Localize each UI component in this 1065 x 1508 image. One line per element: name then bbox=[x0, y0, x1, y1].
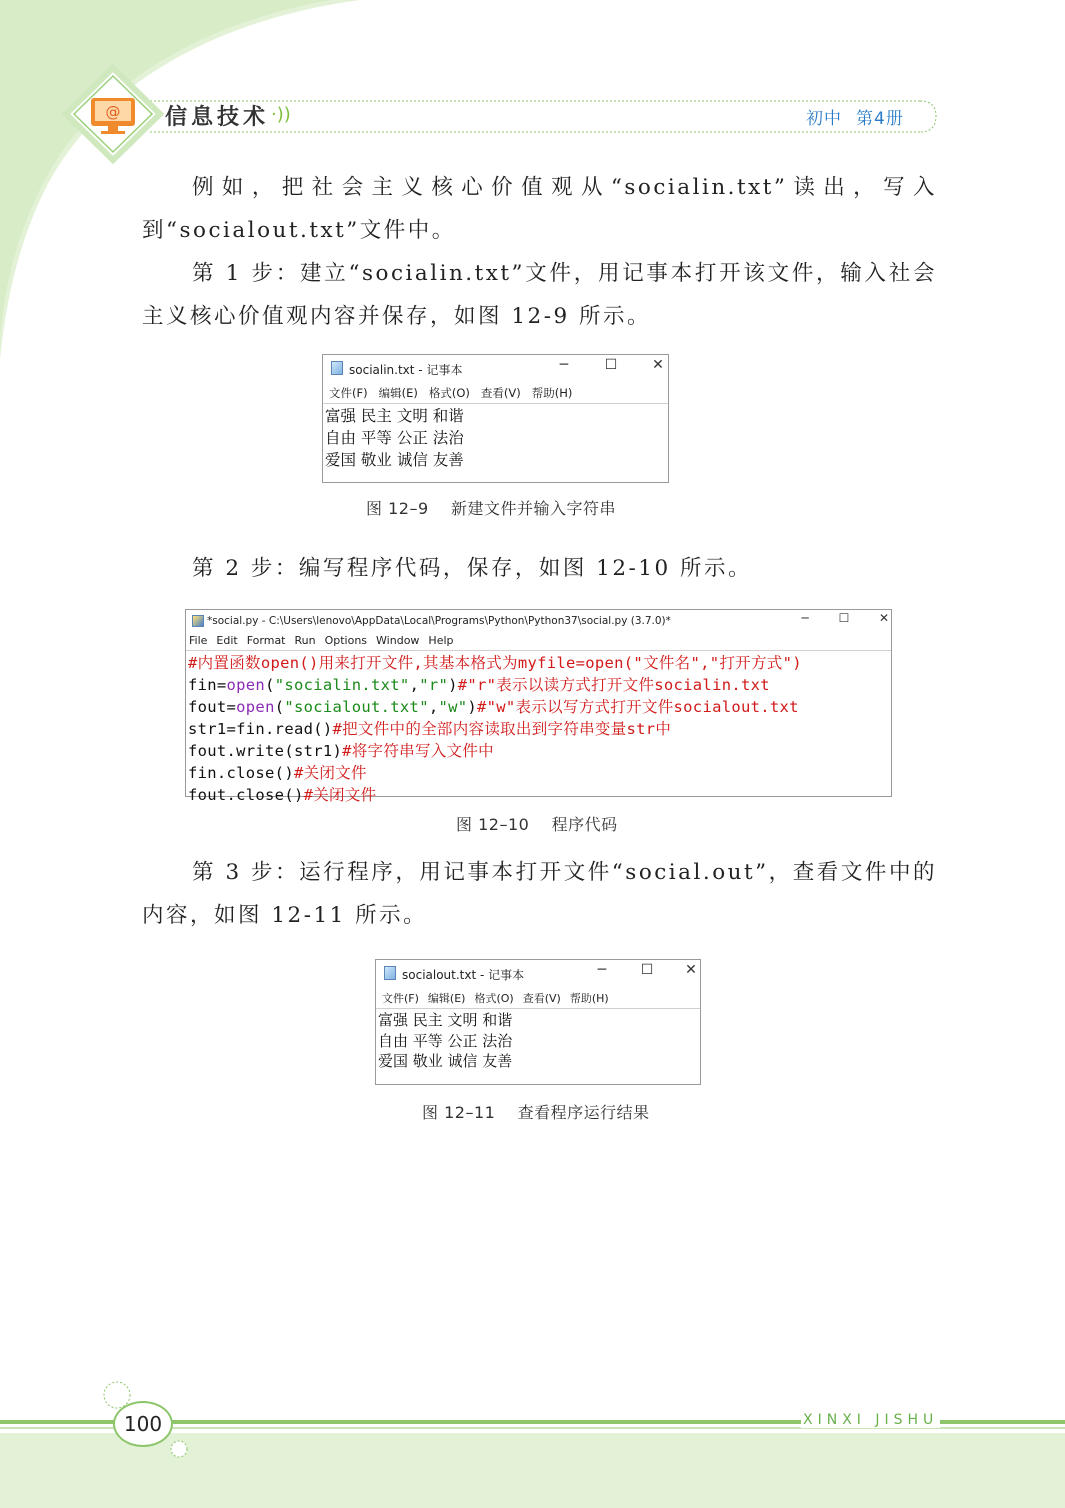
svg-text:@: @ bbox=[105, 103, 121, 121]
step2-paragraph: 第 2 步：编写程序代码，保存，如图 12-10 所示。 bbox=[192, 556, 752, 581]
intro-paragraph: 例如，把社会主义核心价值观从“socialin.txt”读出，写入到“socialout.txt”文件中。 bbox=[142, 175, 937, 243]
menu-window[interactable]: Window bbox=[376, 634, 420, 647]
close-icon[interactable]: ✕ bbox=[685, 962, 697, 978]
code-text: fout= bbox=[188, 698, 237, 716]
minimize-icon[interactable]: ─ bbox=[597, 962, 607, 978]
code-string: "w" bbox=[438, 698, 468, 716]
code-text: fout.write(str1) bbox=[188, 742, 343, 760]
minimize-icon[interactable]: ─ bbox=[801, 611, 809, 625]
menu-help[interactable]: 帮助(H) bbox=[531, 386, 573, 400]
code-text: str1=fin.read() bbox=[188, 720, 333, 738]
code-text: fin= bbox=[188, 676, 227, 694]
step3-section bbox=[142, 851, 937, 937]
menu-file[interactable]: File bbox=[189, 634, 208, 647]
menu-file[interactable]: 文件(F) bbox=[329, 386, 368, 400]
code-string: "socialout.txt" bbox=[284, 698, 429, 716]
code-comment: #内置函数open()用来打开文件,其基本格式为myfile=open("文件名","打开方式") bbox=[188, 654, 802, 672]
code-text: ( bbox=[274, 698, 285, 716]
code-comment: #"w"表示以写方式打开文件socialout.txt bbox=[477, 698, 799, 716]
code-text: ) bbox=[467, 698, 478, 716]
code-text: , bbox=[428, 698, 439, 716]
code-text: ) bbox=[448, 676, 458, 694]
menu-format[interactable]: Format bbox=[246, 634, 286, 647]
code-text: , bbox=[409, 676, 420, 694]
notepad-icon bbox=[331, 361, 343, 375]
code-comment: #"r"表示以读方式打开文件socialin.txt bbox=[457, 676, 770, 694]
text-line: 富强 民主 文明 和谐 bbox=[378, 1011, 513, 1029]
footer-book-name: XINXI JISHU bbox=[803, 1412, 939, 1428]
notepad-window-socialout bbox=[375, 959, 701, 1085]
code-editor[interactable] bbox=[186, 650, 891, 807]
text-content[interactable] bbox=[376, 1008, 700, 1073]
grade-label: 初中 bbox=[806, 109, 842, 129]
code-line-1 bbox=[188, 652, 889, 674]
figure-caption: 图 12–9 新建文件并输入字符串 bbox=[366, 499, 616, 518]
intro-section bbox=[142, 166, 937, 338]
code-comment: #关闭文件 bbox=[293, 764, 367, 782]
maximize-icon[interactable]: ☐ bbox=[604, 357, 618, 373]
menu-edit[interactable]: Edit bbox=[216, 634, 238, 647]
menu-bar bbox=[186, 632, 891, 650]
window-title: socialout.txt - 记事本 bbox=[402, 968, 525, 982]
menu-edit[interactable]: 编辑(E) bbox=[427, 992, 466, 1005]
menu-edit[interactable]: 编辑(E) bbox=[378, 386, 418, 400]
window-title: *social.py - C:\Users\lenovo\AppData\Local\Programs\Python\Python37\social.py (3.7.0)* bbox=[207, 615, 671, 627]
idle-editor-window bbox=[185, 609, 892, 804]
window-titlebar bbox=[323, 355, 668, 381]
window-title: socialin.txt - 记事本 bbox=[349, 363, 463, 377]
menu-run[interactable]: Run bbox=[294, 634, 316, 647]
menu-format[interactable]: 格式(O) bbox=[474, 992, 514, 1005]
text-line: 爱国 敬业 诚信 友善 bbox=[325, 451, 464, 469]
code-comment: #关闭文件 bbox=[303, 786, 377, 804]
book-volume bbox=[806, 104, 904, 129]
menu-bar bbox=[323, 381, 668, 403]
figure-caption: 图 12–10 程序代码 bbox=[456, 815, 618, 834]
code-line-5 bbox=[188, 740, 889, 762]
menu-format[interactable]: 格式(O) bbox=[428, 386, 470, 400]
code-builtin: open bbox=[236, 698, 275, 716]
step1-paragraph: 第 1 步：建立“socialin.txt”文件，用记事本打开该文件，输入社会主义核心价值观内容并保存，如图 12-9 所示。 bbox=[142, 261, 937, 329]
window-titlebar bbox=[186, 610, 891, 632]
menu-view[interactable]: 查看(V) bbox=[480, 386, 521, 400]
code-comment: #将字符串写入文件中 bbox=[342, 742, 494, 760]
menu-file[interactable]: 文件(F) bbox=[382, 992, 419, 1005]
code-text: fin.close() bbox=[188, 764, 294, 782]
text-line: 自由 平等 公正 法治 bbox=[378, 1031, 513, 1050]
text-line: 富强 民主 文明 和谐 bbox=[325, 407, 464, 425]
code-string: "r" bbox=[419, 676, 449, 694]
menu-bar bbox=[376, 986, 700, 1008]
code-text: ( bbox=[265, 676, 275, 694]
code-line-3 bbox=[188, 696, 889, 718]
maximize-icon[interactable]: ☐ bbox=[838, 611, 850, 625]
text-content[interactable] bbox=[323, 403, 668, 472]
code-builtin: open bbox=[226, 676, 266, 694]
menu-options[interactable]: Options bbox=[324, 634, 368, 647]
code-line-6 bbox=[188, 762, 889, 784]
step2-section bbox=[142, 547, 937, 590]
figure-caption: 图 12–11 查看程序运行结果 bbox=[422, 1103, 650, 1122]
code-line-2 bbox=[188, 674, 889, 696]
code-text: fout.close() bbox=[188, 786, 304, 804]
code-string: "socialin.txt" bbox=[274, 676, 410, 694]
book-title: 信息技术 bbox=[165, 105, 270, 130]
notepad-window-socialin bbox=[322, 354, 669, 483]
page-number: 100 bbox=[113, 1401, 173, 1447]
python-icon bbox=[192, 615, 204, 627]
close-icon[interactable]: ✕ bbox=[878, 611, 890, 625]
sound-wave-icon: ·)) bbox=[271, 104, 291, 125]
text-line: 自由 平等 公正 法治 bbox=[325, 429, 464, 447]
menu-view[interactable]: 查看(V) bbox=[522, 992, 561, 1005]
menu-help[interactable]: Help bbox=[428, 634, 454, 647]
menu-help[interactable]: 帮助(H) bbox=[569, 992, 609, 1005]
notepad-icon bbox=[384, 966, 396, 980]
window-titlebar bbox=[376, 960, 700, 986]
close-icon[interactable]: ✕ bbox=[652, 357, 664, 373]
code-comment: #把文件中的全部内容读取出到字符串变量str中 bbox=[332, 720, 672, 738]
text-line: 爱国 敬业 诚信 友善 bbox=[378, 1052, 513, 1070]
code-line-7 bbox=[188, 784, 889, 806]
maximize-icon[interactable]: ☐ bbox=[640, 962, 654, 978]
minimize-icon[interactable]: ─ bbox=[559, 357, 569, 373]
volume-label: 第4册 bbox=[856, 109, 904, 129]
step3-paragraph: 第 3 步：运行程序，用记事本打开文件“social.out”，查看文件中的内容，如图 12-11 所示。 bbox=[142, 860, 937, 928]
code-line-4 bbox=[188, 718, 889, 740]
